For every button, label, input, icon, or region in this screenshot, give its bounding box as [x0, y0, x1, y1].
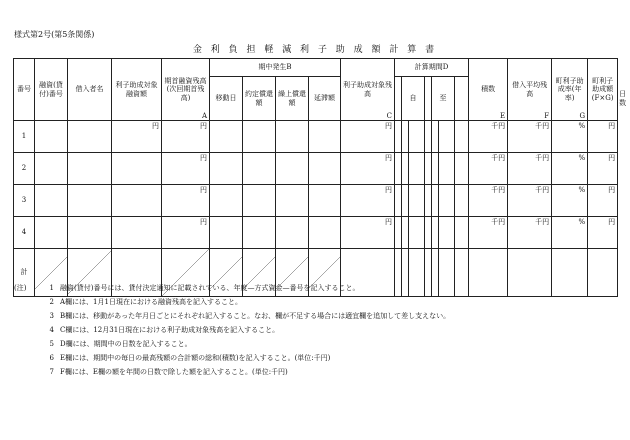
sum-cell[interactable]: 千円 — [469, 217, 508, 249]
loan-no-cell[interactable] — [35, 185, 68, 217]
move-date-cell[interactable] — [210, 217, 243, 249]
delinquent-cell[interactable] — [309, 153, 341, 185]
header-period-start-label: 期首融資残高(次回期首残高) — [164, 76, 207, 102]
avg-balance-cell[interactable]: 千円 — [508, 121, 552, 153]
rate-cell[interactable]: % — [552, 153, 588, 185]
sum-cell[interactable]: 千円 — [469, 153, 508, 185]
header-avg-label: 借入平均残高 — [512, 81, 548, 98]
note-number: 2 — [49, 298, 54, 306]
table-row — [14, 217, 618, 249]
borrower-cell[interactable] — [68, 153, 112, 185]
note-number: 1 — [49, 284, 54, 292]
delinquent-cell[interactable] — [309, 121, 341, 153]
move-date-cell[interactable] — [210, 185, 243, 217]
note-text: D欄には、期間中の日数を記入すること。 — [60, 340, 192, 348]
header-rate-label: 町利子助成率(年率) — [555, 76, 584, 102]
header-avg-balance — [508, 59, 552, 121]
from-month-cell[interactable] — [402, 217, 409, 249]
header-sum-letter: E — [500, 111, 506, 120]
period-start-cell[interactable]: 円 — [162, 217, 210, 249]
to-day-cell[interactable] — [439, 153, 455, 185]
row-number: 4 — [14, 217, 35, 249]
header-delinquent: 延滞額 — [309, 77, 341, 121]
sum-cell[interactable]: 千円 — [469, 185, 508, 217]
notes — [14, 281, 450, 379]
to-month-cell[interactable] — [432, 121, 439, 153]
borrower-cell[interactable] — [68, 121, 112, 153]
target-balance-cell[interactable]: 円 — [112, 121, 162, 153]
header-loan-no: 融資(貸付)番号 — [35, 59, 68, 121]
target-amount-cell[interactable]: 円 — [341, 185, 395, 217]
scheduled-cell[interactable] — [243, 185, 276, 217]
note-item — [14, 295, 450, 309]
header-empty-3 — [455, 77, 469, 121]
header-target-amount-letter: C — [386, 111, 393, 120]
early-cell[interactable] — [276, 185, 309, 217]
header-avg-letter: F — [544, 111, 550, 120]
to-day-cell[interactable] — [439, 217, 455, 249]
header-change-group: 期中発生B — [210, 59, 341, 77]
notes-lead: (注) — [14, 284, 27, 292]
loan-no-cell[interactable] — [35, 217, 68, 249]
from-day-cell[interactable] — [409, 217, 425, 249]
target-balance-cell[interactable] — [112, 185, 162, 217]
scheduled-cell[interactable] — [243, 153, 276, 185]
to-day-cell[interactable] — [439, 121, 455, 153]
note-text: B欄には、移動があった年月日ごとにそれぞれ記入すること。なお、欄が不足する場合には適宜欄を追加して差し支えない。 — [60, 312, 451, 320]
document-title: 金 利 負 担 軽 減 利 子 助 成 額 計 算 書 — [192, 45, 438, 55]
note-number: 3 — [49, 312, 54, 320]
header-sum — [469, 59, 508, 121]
header-borrower: 借入者名 — [68, 59, 112, 121]
to-year-cell[interactable] — [425, 185, 432, 217]
avg-balance-cell[interactable]: 千円 — [508, 153, 552, 185]
header-target-balance: 利子助成対象融資額 — [112, 59, 162, 121]
rate-cell[interactable]: % — [552, 185, 588, 217]
note-text: C欄には、12月31日現在における利子助成対象残高を記入すること。 — [60, 326, 280, 334]
header-early: 繰上償還額 — [276, 77, 309, 121]
from-year-cell[interactable] — [395, 153, 402, 185]
header-period-start-letter: A — [201, 111, 207, 120]
from-day-cell[interactable] — [409, 153, 425, 185]
delinquent-cell[interactable] — [309, 185, 341, 217]
table-row — [14, 153, 618, 185]
note-number: 6 — [49, 354, 54, 362]
early-cell[interactable] — [276, 217, 309, 249]
header-no: 番号 — [14, 59, 35, 121]
header-move-date: 移動日 — [210, 77, 243, 121]
borrower-cell[interactable] — [68, 185, 112, 217]
header-target-amount — [341, 59, 395, 121]
note-number: 5 — [49, 340, 54, 348]
row-number: 3 — [14, 185, 35, 217]
sum-cell[interactable]: 千円 — [469, 121, 508, 153]
days-cell[interactable] — [455, 185, 469, 217]
header-calc-period: 計算期間D — [395, 59, 469, 77]
header-target-amount-label: 利子助成対象残高 — [343, 81, 393, 98]
total-avg-cell[interactable] — [508, 249, 552, 297]
from-day-cell[interactable] — [409, 185, 425, 217]
note-item — [14, 323, 450, 337]
header-from: 自 — [402, 77, 425, 121]
note-item — [14, 351, 450, 365]
note-text: A欄には、1月1日現在における融資残高を記入すること。 — [60, 298, 242, 306]
to-month-cell[interactable] — [432, 185, 439, 217]
to-day-cell[interactable] — [439, 185, 455, 217]
subsidy-cell[interactable]: 円 — [588, 217, 618, 249]
target-amount-cell[interactable]: 円 — [341, 217, 395, 249]
subsidy-cell[interactable]: 円 — [588, 185, 618, 217]
total-subsidy-cell[interactable] — [588, 249, 618, 297]
header-empty-1 — [395, 77, 402, 121]
note-text: E欄には、期間中の毎日の最高残額の合計額の総和(積数)を記入すること。(単位:千円) — [60, 354, 331, 362]
note-number: 4 — [49, 326, 54, 334]
header-scheduled: 約定償還額 — [243, 77, 276, 121]
days-cell[interactable] — [455, 153, 469, 185]
note-item — [14, 281, 450, 295]
header-subsidy: 町利子助成額(F×G) — [588, 59, 618, 121]
to-year-cell[interactable] — [425, 153, 432, 185]
header-sum-label: 積数 — [481, 85, 496, 94]
early-cell[interactable] — [276, 121, 309, 153]
note-text: F欄には、E欄の額を年間の日数で除した額を記入すること。(単位:千円) — [60, 368, 288, 376]
avg-balance-cell[interactable]: 千円 — [508, 217, 552, 249]
row-number: 1 — [14, 121, 35, 153]
row-number: 2 — [14, 153, 35, 185]
note-item — [14, 337, 450, 351]
to-year-cell[interactable] — [425, 121, 432, 153]
header-period-start — [162, 59, 210, 121]
days-cell[interactable] — [455, 121, 469, 153]
move-date-cell[interactable] — [210, 121, 243, 153]
target-amount-cell[interactable]: 円 — [341, 153, 395, 185]
avg-balance-cell[interactable]: 千円 — [508, 185, 552, 217]
note-text: 融資(貸付)番号には、貸付決定通知に記載されている、年度—方式資金—番号を記入すること。 — [60, 284, 360, 292]
to-year-cell[interactable] — [425, 217, 432, 249]
from-month-cell[interactable] — [402, 121, 409, 153]
header-rate — [552, 59, 588, 121]
early-cell[interactable] — [276, 153, 309, 185]
note-item — [14, 309, 450, 323]
to-month-cell[interactable] — [432, 217, 439, 249]
form-label: 様式第2号(第5条関係) — [14, 30, 95, 39]
calculation-table: 番号 融資(貸付)番号 借入者名 利子助成対象融資額 期首融資残高(次回期首残高) A 期中発生B 利子助成対象残高 C 計算期間D 積数 E 借入平均残高 F 町利子助成率(年率) G 町利子助成額(F×G) 移動日 約定償還額 繰上償還額 延滞額 自 至 日数 1 円 円 円 千円 千円 % 円 2 円 円 千円 千円 % 円 3 円 円 千円 千円 % 円 4 円 円 千円 千円 % 円 計 — [13, 58, 618, 297]
move-date-cell[interactable] — [210, 153, 243, 185]
header-rate-letter: G — [579, 111, 586, 120]
note-number: 7 — [49, 368, 54, 376]
table-row — [14, 121, 618, 153]
period-start-cell[interactable]: 円 — [162, 121, 210, 153]
from-year-cell[interactable] — [395, 185, 402, 217]
target-amount-cell[interactable]: 円 — [341, 121, 395, 153]
subsidy-cell[interactable]: 円 — [588, 121, 618, 153]
scheduled-cell[interactable] — [243, 217, 276, 249]
to-month-cell[interactable] — [432, 153, 439, 185]
delinquent-cell[interactable] — [309, 217, 341, 249]
from-year-cell[interactable] — [395, 217, 402, 249]
header-to: 至 — [432, 77, 455, 121]
total-rate-cell — [552, 249, 588, 297]
from-month-cell[interactable] — [402, 153, 409, 185]
days-cell[interactable] — [455, 217, 469, 249]
from-month-cell[interactable] — [402, 185, 409, 217]
borrower-cell[interactable] — [68, 217, 112, 249]
period-start-cell[interactable]: 円 — [162, 185, 210, 217]
total-sum-cell[interactable] — [469, 249, 508, 297]
scheduled-cell[interactable] — [243, 121, 276, 153]
from-day-cell[interactable] — [409, 121, 425, 153]
period-start-cell[interactable]: 円 — [162, 153, 210, 185]
note-item — [14, 365, 450, 379]
rate-cell[interactable]: % — [552, 217, 588, 249]
loan-no-cell[interactable] — [35, 153, 68, 185]
subsidy-cell[interactable]: 円 — [588, 153, 618, 185]
from-year-cell[interactable] — [395, 121, 402, 153]
loan-no-cell[interactable] — [35, 121, 68, 153]
target-balance-cell[interactable] — [112, 153, 162, 185]
header-empty-2 — [425, 77, 432, 121]
target-balance-cell[interactable] — [112, 217, 162, 249]
table-row — [14, 185, 618, 217]
total-label: 計 — [14, 249, 35, 297]
rate-cell[interactable]: % — [552, 121, 588, 153]
total-days-cell — [455, 249, 469, 297]
